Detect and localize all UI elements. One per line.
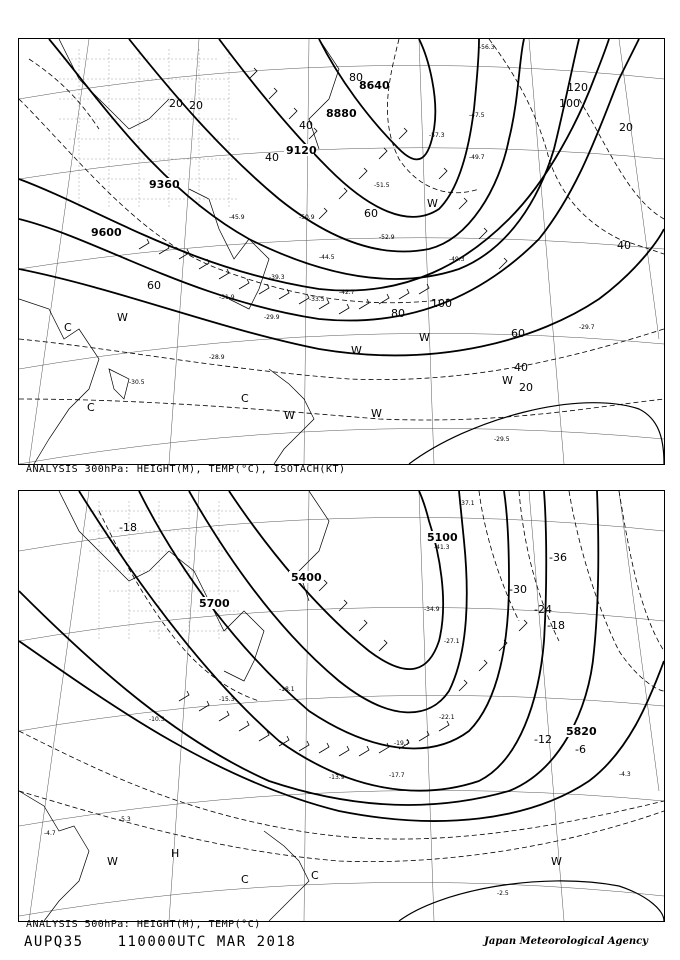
temp-value: -47.5 (469, 112, 485, 119)
warm-marker: W (117, 311, 128, 324)
temp-value: -2.5 (497, 890, 509, 897)
height-label-5700: 5700 (199, 597, 230, 610)
temp-value: -41.3 (434, 544, 450, 551)
temp-value: -44.5 (319, 254, 335, 261)
isotach-southeast (409, 403, 664, 464)
height-label-9600: 9600 (91, 226, 122, 239)
height-label-5820: 5820 (566, 725, 597, 738)
isotach-label: 80 (391, 307, 405, 320)
warm-marker: W (284, 409, 295, 422)
warm-marker: W (351, 344, 362, 357)
map-500hpa-canvas (19, 491, 664, 921)
high-marker: H (171, 847, 180, 860)
temp-value: -57.3 (429, 132, 445, 139)
warm-marker: W (502, 374, 513, 387)
temp-value: -29.5 (494, 436, 510, 443)
warm-marker: W (107, 855, 118, 868)
isotach-label: 100 (559, 97, 580, 110)
height-label-8640: 8640 (359, 79, 390, 92)
temp-value: -28.9 (209, 354, 225, 361)
isotach-label: 40 (617, 239, 631, 252)
agency-name: Japan Meteorological Agency (484, 936, 648, 947)
temp-value: -10.3 (149, 716, 165, 723)
bulletin-header (24, 934, 330, 950)
cold-marker: C (241, 873, 249, 886)
temp-value: -33.5 (309, 296, 325, 303)
isotach-label: 20 (519, 381, 533, 394)
height-label-9120: 9120 (286, 144, 317, 157)
analysis-timestamp: 110000UTC MAR 2018 (117, 934, 297, 950)
isotach-label: 60 (364, 207, 378, 220)
isotherm-label: -18 (119, 521, 137, 534)
temp-value: -4.3 (619, 771, 631, 778)
temp-value: -13.9 (329, 774, 345, 781)
temp-value: -17.7 (389, 772, 405, 779)
cold-marker: C (87, 401, 95, 414)
isotherm-label: -24 (534, 603, 552, 616)
temp-value: -30.5 (129, 379, 145, 386)
map-300hpa-canvas (19, 39, 664, 464)
markers-500 (107, 847, 562, 886)
warm-marker: W (427, 197, 438, 210)
isotherm-southeast (399, 881, 664, 921)
height-label-8880: 8880 (326, 107, 357, 120)
isotach-label: 100 (431, 297, 452, 310)
temp-value: -19.7 (394, 740, 410, 747)
temp-value: -39.3 (269, 274, 285, 281)
temp-value: -29.9 (264, 314, 280, 321)
temp-value: -31.9 (219, 294, 235, 301)
temp-value: -29.7 (579, 324, 595, 331)
temp-value: -51.5 (374, 182, 390, 189)
isotach-label: 60 (511, 327, 525, 340)
map-300hpa (18, 38, 665, 465)
isotach-label: 20 (189, 99, 203, 112)
temp-value: -27.1 (444, 638, 460, 645)
temp-value: -42.7 (339, 289, 355, 296)
temp-value: -22.1 (439, 714, 455, 721)
height-label-5400: 5400 (291, 571, 322, 584)
cold-marker: C (311, 869, 319, 882)
land-hatch (89, 501, 239, 641)
isotach-label: 40 (299, 119, 313, 132)
temp-value: -15.3 (219, 696, 235, 703)
height-contours (19, 491, 664, 821)
isotach-label: 120 (567, 81, 588, 94)
isotherm-label: -12 (534, 733, 552, 746)
isotherm-label: -36 (549, 551, 567, 564)
isotherm-label: -30 (509, 583, 527, 596)
height-label-9360: 9360 (149, 178, 180, 191)
caption-300hpa: ANALYSIS 300hPa: HEIGHT(M), TEMP(°C), ISOTACH(KT) (26, 464, 346, 475)
temp-value: -49.3 (449, 256, 465, 263)
temp-value: -45.9 (229, 214, 245, 221)
temp-value: -4.7 (44, 830, 56, 837)
cold-marker: C (64, 321, 72, 334)
map-500hpa (18, 490, 665, 922)
warm-marker: W (419, 331, 430, 344)
temp-value: -56.3 (479, 44, 495, 51)
temp-plots-500 (44, 500, 631, 897)
temp-value: -18.1 (279, 686, 295, 693)
temp-value: -5.3 (119, 816, 131, 823)
wind-barbs-500 (179, 580, 527, 756)
temp-value: -49.7 (469, 154, 485, 161)
isotach-label: 40 (265, 151, 279, 164)
isotach-label: 80 (349, 71, 363, 84)
isotach-label: 40 (514, 361, 528, 374)
isotach-label: 60 (147, 279, 161, 292)
bulletin-id: AUPQ35 (24, 934, 84, 950)
height-labels-500 (197, 531, 597, 738)
warm-marker: W (371, 407, 382, 420)
temp-value: -50.9 (299, 214, 315, 221)
temp-value: -34.9 (424, 606, 440, 613)
cold-marker: C (241, 392, 249, 405)
height-label-5100: 5100 (427, 531, 458, 544)
isotherm-label: -6 (575, 743, 586, 756)
warm-marker: W (551, 855, 562, 868)
caption-500hpa: ANALYSIS 500hPa: HEIGHT(M), TEMP(°C) (26, 919, 261, 930)
temp-value: -37.1 (459, 500, 475, 507)
isotach-label: 20 (169, 97, 183, 110)
temp-value: -52.9 (379, 234, 395, 241)
isotach-label: 20 (619, 121, 633, 134)
isotherm-label: -18 (547, 619, 565, 632)
